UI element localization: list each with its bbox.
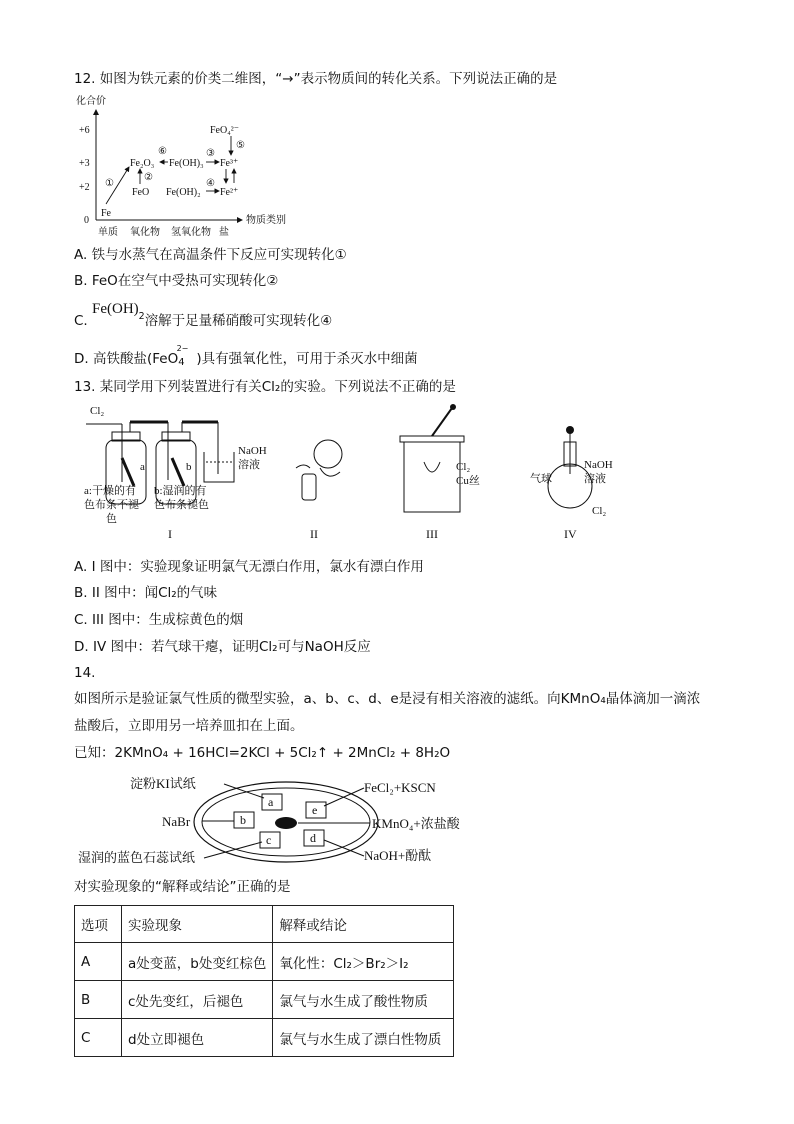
paper-c-label: c bbox=[266, 833, 272, 847]
x-axis-label: 物质类别 bbox=[246, 215, 286, 226]
fig4-soln-label: 溶液 bbox=[584, 473, 606, 485]
ytick-plus6: +6 bbox=[79, 125, 90, 136]
y-axis-label: 化合价 bbox=[76, 96, 106, 107]
species-fe: Fe bbox=[101, 208, 111, 219]
row-c-conclusion: 氯气与水生成了漂白性物质 bbox=[273, 1019, 454, 1057]
q13-apparatus-figure bbox=[84, 402, 644, 542]
row-b-option: B bbox=[75, 981, 122, 1019]
q12-valence-chart bbox=[74, 92, 304, 240]
step-label-2: ② bbox=[144, 172, 153, 183]
fig1-caption-a3: 色 bbox=[106, 513, 117, 525]
option-c-prefix: C. bbox=[74, 313, 88, 329]
gas-bottle-ii bbox=[302, 474, 316, 500]
q12-stem bbox=[74, 70, 557, 88]
dropper-bulb-icon bbox=[566, 426, 574, 434]
person-head-icon bbox=[314, 440, 342, 468]
q13-option-a[interactable]: A. I 图中：实验现象证明氯气无漂白作用，氯水有漂白作用 bbox=[74, 559, 424, 575]
paper-b-label: b bbox=[240, 813, 246, 827]
q13-option-d[interactable]: D. IV 图中：若气球干瘪，证明Cl₂可与NaOH反应 bbox=[74, 639, 371, 655]
q12-option-c[interactable] bbox=[74, 301, 333, 329]
leader-litmus bbox=[204, 842, 262, 858]
xcat-oxide: 氧化物 bbox=[130, 227, 160, 238]
fig1-caption-a1: a:干燥的有 bbox=[84, 485, 136, 497]
option-d-sub: 4 bbox=[178, 357, 185, 368]
fig1-naoh-label: NaOH bbox=[238, 445, 267, 457]
tongs-tip bbox=[450, 404, 456, 410]
waving-hand-icon bbox=[296, 465, 310, 468]
fig3-cu-label: Cu丝 bbox=[456, 475, 480, 487]
cloth-strip-b bbox=[172, 458, 184, 486]
row-a-option: A bbox=[75, 943, 122, 981]
q14-petri-dish-figure bbox=[74, 770, 494, 868]
ytick-plus3: +3 bbox=[79, 158, 90, 169]
fig-label-IV: IV bbox=[564, 527, 577, 541]
q13-stem: 13. 某同学用下列装置进行有关Cl₂的实验。下列说法不正确的是 bbox=[74, 379, 456, 395]
option-c-sub: 2 bbox=[138, 310, 145, 322]
fig4-naoh-label: NaOH bbox=[584, 459, 613, 471]
q14-answer-table bbox=[74, 905, 454, 1057]
q12-stem-part2: ”表示物质间的转化关系。下列说法正确的是 bbox=[293, 71, 558, 87]
label-kmno4: KMnO₄+浓盐酸 bbox=[372, 816, 460, 831]
ytick-plus2: +2 bbox=[79, 182, 90, 193]
option-c-formula: Fe(OH) bbox=[92, 301, 139, 317]
table-row[interactable] bbox=[75, 1019, 454, 1057]
species-feoh2: Fe(OH)₂ bbox=[166, 187, 201, 198]
fig1-caption-b2: 色布条褪色 bbox=[154, 499, 209, 511]
fig1-cl2-label: Cl₂ bbox=[90, 405, 105, 417]
fig-label-I: I bbox=[168, 527, 172, 541]
option-d-sup: 2− bbox=[176, 344, 189, 353]
q12-stem-part1: 12. 如图为铁元素的价类二维图，“ bbox=[74, 71, 283, 87]
label-fecl2: FeCl₂+KSCN bbox=[364, 780, 436, 795]
naoh-beaker bbox=[204, 452, 234, 482]
option-c-text: 溶解于足量稀硝酸可实现转化④ bbox=[144, 313, 333, 329]
fig1-caption-b1: b:湿润的有 bbox=[154, 485, 207, 497]
table-header-row bbox=[75, 906, 454, 943]
row-a-phenomenon: a处变蓝，b处变红棕色 bbox=[122, 943, 273, 981]
crucible-tongs bbox=[432, 408, 452, 436]
paper-a-label: a bbox=[268, 795, 274, 809]
kmno4-crystal-icon bbox=[275, 817, 297, 829]
species-fe3: Fe³⁺ bbox=[220, 158, 239, 169]
header-option: 选项 bbox=[75, 906, 122, 943]
q14-question: 对实验现象的“解释或结论”正确的是 bbox=[74, 879, 291, 895]
jar-cover bbox=[400, 436, 464, 442]
step-label-3: ③ bbox=[206, 148, 215, 159]
species-fe2o3: Fe₂O₃ bbox=[130, 158, 155, 169]
table-row[interactable] bbox=[75, 943, 454, 981]
header-conclusion: 解释或结论 bbox=[273, 906, 454, 943]
q12-option-d[interactable] bbox=[74, 344, 418, 370]
step-label-1: ① bbox=[105, 178, 114, 189]
option-d-pre: D. 高铁酸盐(FeO bbox=[74, 351, 179, 367]
xcat-element: 单质 bbox=[98, 227, 118, 238]
fig1-soln-label: 溶液 bbox=[238, 459, 260, 471]
q14-stem-line2: 盐酸后，立即用另一培养皿扣在上面。 bbox=[74, 718, 304, 734]
fig1-a-label: a bbox=[140, 461, 145, 473]
fig4-cl2-label: Cl₂ bbox=[592, 505, 607, 517]
fig-label-III: III bbox=[426, 527, 438, 541]
q14-known-equation: 已知：2KMnO₄ + 16HCl=2KCl + 5Cl₂↑ + 2MnCl₂ + 8H₂O bbox=[74, 745, 451, 761]
species-feo4: FeO₄²⁻ bbox=[210, 125, 239, 136]
label-nabr: NaBr bbox=[162, 814, 191, 829]
header-phenomenon: 实验现象 bbox=[122, 906, 273, 943]
step-label-5: ⑤ bbox=[236, 140, 245, 151]
option-d-post: )具有强氧化性，可用于杀灭水中细菌 bbox=[196, 351, 418, 367]
fig1-caption-a2: 色布条不褪 bbox=[84, 499, 139, 511]
q13-option-b[interactable]: B. II 图中：闻Cl₂的气味 bbox=[74, 585, 218, 601]
q12-option-b[interactable]: B. FeO在空气中受热可实现转化② bbox=[74, 273, 279, 289]
species-feo: FeO bbox=[132, 187, 150, 198]
label-ki-paper: 淀粉KI试纸 bbox=[130, 776, 196, 791]
row-b-conclusion: 氯气与水生成了酸性物质 bbox=[273, 981, 454, 1019]
fig3-cl2-label: Cl₂ bbox=[456, 461, 471, 473]
arrow-icon: → bbox=[282, 71, 294, 87]
step-label-6: ⑥ bbox=[158, 146, 167, 157]
label-litmus: 湿润的蓝色石蕊试纸 bbox=[78, 850, 196, 865]
q13-option-c[interactable]: C. III 图中：生成棕黄色的烟 bbox=[74, 612, 244, 628]
q12-option-a[interactable]: A. 铁与水蒸气在高温条件下反应可实现转化① bbox=[74, 247, 347, 263]
label-naoh: NaOH+酚酞 bbox=[364, 848, 432, 863]
fig4-balloon-label: 气球 bbox=[530, 473, 552, 485]
row-c-option: C bbox=[75, 1019, 122, 1057]
cloth-strip-a bbox=[122, 458, 134, 486]
ytick-zero: 0 bbox=[84, 215, 89, 226]
xcat-hydroxide: 氢氧化物 bbox=[171, 227, 211, 238]
fig-label-II: II bbox=[310, 527, 318, 541]
paper-d-label: d bbox=[310, 831, 316, 845]
person-neck bbox=[320, 468, 340, 476]
row-a-conclusion: 氧化性：Cl₂＞Br₂＞I₂ bbox=[273, 943, 454, 981]
q14-number: 14. bbox=[74, 665, 96, 681]
gas-jar-iii bbox=[404, 442, 460, 512]
xcat-salt: 盐 bbox=[219, 227, 229, 238]
step-label-4: ④ bbox=[206, 178, 215, 189]
q14-stem-line1: 如图所示是验证氯气性质的微型实验，a、b、c、d、e是浸有相关溶液的滤纸。向KMnO₄晶体滴加一滴浓 bbox=[74, 691, 701, 707]
row-c-phenomenon: d处立即褪色 bbox=[122, 1019, 273, 1057]
paper-e-label: e bbox=[312, 803, 318, 817]
cu-wire-coil bbox=[424, 462, 440, 472]
fig1-b-label: b bbox=[186, 461, 192, 473]
table-row[interactable] bbox=[75, 981, 454, 1019]
species-feoh3: Fe(OH)₃ bbox=[169, 158, 204, 169]
row-b-phenomenon: c处先变红，后褪色 bbox=[122, 981, 273, 1019]
species-fe2: Fe²⁺ bbox=[220, 187, 239, 198]
